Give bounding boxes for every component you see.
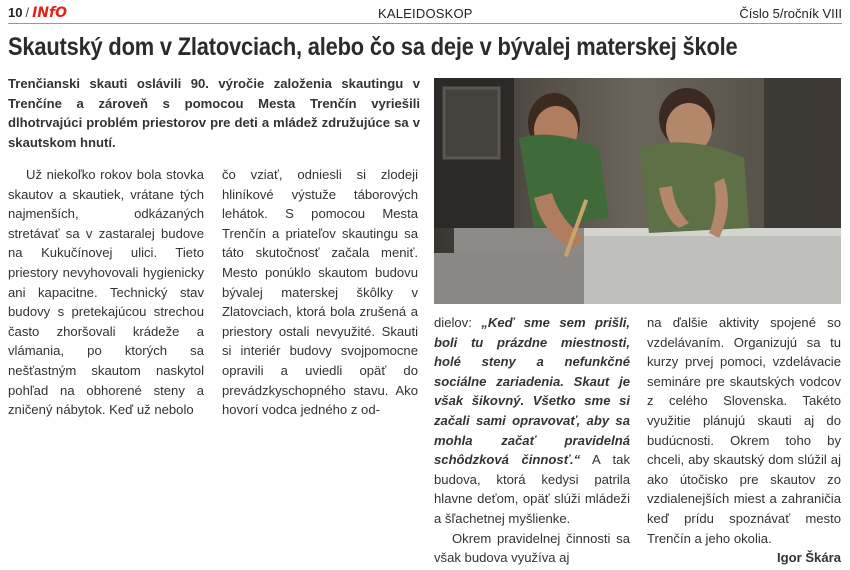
issue-label: Číslo 5/ročník VIII	[739, 6, 842, 21]
column-4-text: na ďalšie aktivity spojené so vzdelávaním. Organizujú sa tu kurzy prvej pomoci, vzdelávacie semináre pre skautských vodcov z celého Slovenska. Takéto využitie plánujú skauti aj do budúcnosti. Okrem toho by chceli, aby skautský dom slúžil aj ako útočisko pre skautov zo vzdialenejších miest a zahraničia keď prídu spoznávať mesto Trenčín a jeho okolia.	[647, 315, 841, 546]
column-3	[434, 313, 630, 568]
column-3-intro: dielov:	[434, 315, 482, 330]
column-3-paragraph-1	[434, 313, 630, 529]
article-lead: Trenčianski skauti oslávili 90. výročie založenia skautingu v Trenčíne a zároveň s pomocou Mesta Trenčín vyriešili dlhotrvajúci problém priestorov pre deti a mládež združujúce sa v skautskom hnutí.	[8, 76, 420, 150]
article-photo	[434, 78, 841, 304]
column-1	[8, 165, 204, 420]
column-4	[647, 313, 841, 568]
column-2	[222, 165, 418, 420]
column-1-text: Už niekoľko rokov bola stovka skautov a skautiek, vrátane tých najmenších, odkázaných stretávať sa v zastaralej budove na Kukučínovej ulici. Tieto priestory nevyhovovali hygienicky ani kapacitne. Technický stav budovy s pretekajúcou strechou často zhoršovali krádeže a vlámania, po ktorých sa nešťastným skautom naskytol pohľad na obhorené steny a zničený nábytok. Keď už nebolo	[8, 167, 204, 418]
column-3-continuation: A tak budova, ktorá kedysi patrila hlavne deťom, opäť slúži mládeži a šľachetnej myšlienke.	[434, 452, 630, 526]
column-2-text: čo vziať, odniesli si zlodeji hliníkové výstuže táborových lehátok. S pomocou Mesta Trenčín a priateľov skautingu sa táto skutočnosť začala meniť. Mesto ponúklo skautom budovu bývalej materskej škôlky v Zlatovciach, ktorá bola zrušená a priestory ostali nevyužité. Skauti si interiér budovy svojpomocne opravili a uviedli opäť do prevádzkyschopného stavu. Ako hovorí vodca jedného z od-	[222, 167, 418, 418]
page-number: 10	[8, 5, 23, 20]
article-title: Skautský dom v Zlatovciach, alebo čo sa deje v bývalej materskej škole	[8, 33, 738, 61]
scout-leader-quote: „Keď sme sem prišli, boli tu prázdne miestnosti, holé steny a nefunkčné sociálne zariadenia. Skaut je však šikovný. Všetko sme si začali sami opravovať, aby sa mohla začať pravidelná schôdzková činnosť.“	[434, 315, 630, 468]
info-logo: INfO	[32, 5, 68, 21]
section-name: KALEIDOSKOP	[378, 6, 473, 21]
column-3-paragraph-2: Okrem pravidelnej činnosti sa však budova využíva aj	[434, 530, 630, 566]
page-header	[8, 4, 842, 22]
page-number-block	[8, 5, 67, 21]
scouts-renovating-photo	[434, 78, 841, 304]
header-slash: /	[25, 5, 30, 20]
author-byline: Igor Škára	[776, 550, 841, 566]
header-rule	[8, 23, 842, 24]
